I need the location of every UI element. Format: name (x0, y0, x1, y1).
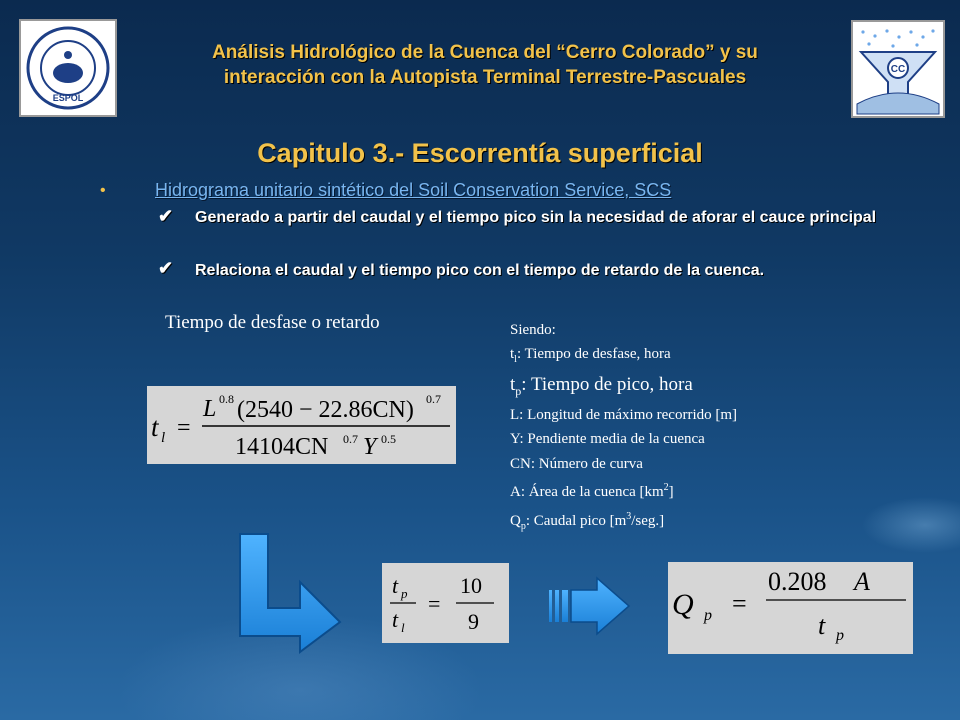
chapter-title: Capitulo 3.- Escorrentía superficial (257, 138, 703, 168)
svg-text:ESPOL: ESPOL (52, 93, 84, 103)
scs-hydrograph-link[interactable]: Hidrograma unitario sintético del Soil Conservation Service, SCS (155, 180, 672, 200)
def-Y: Y: Pendiente media de la cuenca (510, 431, 705, 448)
lag-time-label: Tiempo de desfase o retardo (165, 312, 380, 333)
svg-text:CC: CC (890, 64, 906, 75)
header-title-line1: Análisis Hidrológico de la Cuenca del “Cerro Colorado” y su (212, 42, 758, 63)
def-tp: $t_p$: Tiempo de pico, hora (510, 373, 693, 398)
striped-right-arrow-icon (547, 576, 632, 636)
svg-text:0.7: 0.7 (343, 432, 358, 446)
svg-text:p: p (704, 607, 712, 624)
formula-tl-lhs: t (151, 412, 159, 442)
header-title-line2: interacción con la Autopista Terminal Terrestre-Pascuales (223, 67, 747, 88)
variable-definitions (510, 318, 737, 539)
def-L: L: Longitud de máximo recorrido [m] (510, 407, 738, 424)
svg-text:p: p (401, 586, 408, 601)
svg-text:=: = (428, 591, 441, 616)
bullet-dot-icon: • (100, 182, 106, 199)
list-item: Relaciona el caudal y el tiempo pico con el tiempo de retardo de la cuenca. (195, 262, 765, 279)
svg-text:t: t (818, 611, 826, 640)
funnel-logo (851, 20, 945, 118)
svg-text:0.5: 0.5 (381, 432, 396, 446)
bent-arrow-icon (232, 532, 344, 654)
svg-text:l: l (161, 430, 166, 446)
svg-text:10: 10 (460, 573, 482, 598)
svg-text:14104CN: 14104CN (235, 434, 329, 460)
svg-text:l: l (401, 620, 405, 635)
def-tl: $t_l$: Tiempo de desfase, hora (510, 346, 671, 366)
svg-text:0.7: 0.7 (426, 392, 441, 406)
peak-flow-formula (668, 562, 913, 654)
svg-text:(2540 − 22.86CN): (2540 − 22.86CN) (237, 397, 414, 423)
svg-text:p: p (836, 627, 844, 644)
list-item: Generado a partir del caudal y el tiempo pico sin la necesidad de aforar el cauce principal (195, 209, 877, 226)
svg-text:A: A (854, 567, 870, 596)
svg-text:=: = (177, 415, 191, 441)
def-A: A: Área de la cuenca $[km^2]$ (510, 482, 674, 501)
svg-text:0.8: 0.8 (219, 392, 234, 406)
lag-time-formula (147, 386, 456, 464)
definitions-intro: Siendo: (510, 322, 556, 338)
svg-text:9: 9 (468, 609, 479, 634)
time-ratio-formula (382, 563, 509, 643)
svg-text:t: t (392, 573, 399, 598)
checkmark-icon: ✔ (158, 206, 174, 226)
svg-text:L: L (203, 396, 217, 422)
svg-text:Y: Y (363, 434, 377, 460)
svg-text:0.208: 0.208 (768, 567, 827, 596)
svg-text:=: = (732, 589, 747, 618)
def-Qp: $Q_p$: Caudal pico $[m^3/seg.]$ (510, 510, 665, 532)
svg-text:t: t (392, 607, 399, 632)
svg-text:Q: Q (672, 588, 694, 621)
espol-logo (19, 19, 117, 117)
checkmark-icon: ✔ (158, 258, 174, 278)
def-CN: CN: Número de curva (510, 455, 643, 472)
